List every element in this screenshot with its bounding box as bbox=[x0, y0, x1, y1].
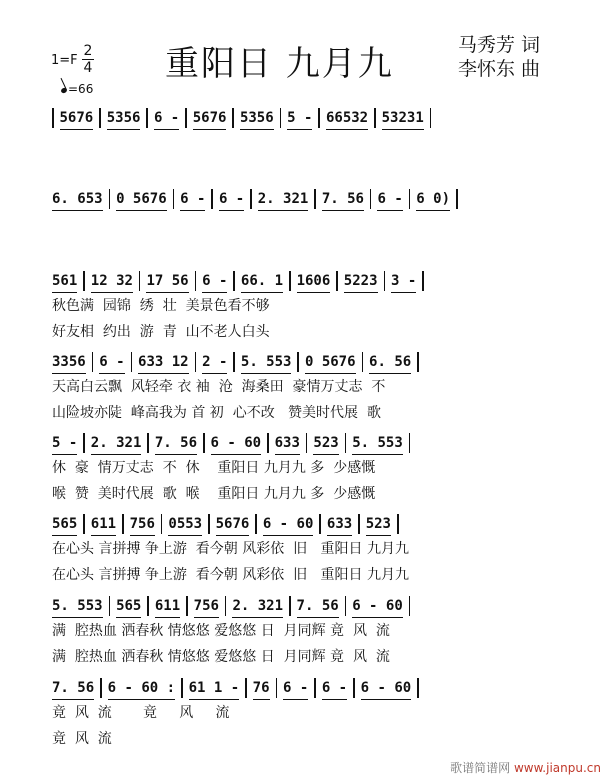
lyric-line: 秋色满 园锦 绣 壮 美景色看不够 bbox=[52, 298, 270, 314]
measure: 756 bbox=[194, 596, 219, 618]
measure: 17 56 bbox=[146, 271, 188, 293]
barline bbox=[83, 433, 85, 453]
barline bbox=[186, 596, 188, 616]
meter-bottom: 4 bbox=[83, 60, 93, 76]
barline bbox=[109, 189, 111, 209]
measure: 7. 56 bbox=[52, 678, 94, 700]
barline bbox=[362, 352, 364, 372]
barline bbox=[225, 596, 227, 616]
measure: 2. 321 bbox=[232, 596, 283, 618]
measure: 6 - bbox=[377, 189, 402, 211]
measure: 6 - bbox=[202, 271, 227, 293]
barline bbox=[99, 108, 101, 128]
barline bbox=[358, 514, 360, 534]
barline bbox=[131, 352, 133, 372]
lyric-line: 天高白云飘 风轻牵 衣 袖 沧 海桑田 豪情万丈志 不 bbox=[52, 379, 386, 395]
measure: 6 - bbox=[180, 189, 205, 211]
lyric-line: 满 腔热血 洒春秋 情悠悠 爱悠悠 日 月同辉 竟 风 流 bbox=[52, 623, 390, 639]
measure: 6 - 60 bbox=[211, 433, 262, 455]
measure: 2. 321 bbox=[91, 433, 142, 455]
tempo-marking bbox=[61, 82, 93, 96]
barline bbox=[203, 433, 205, 453]
barline bbox=[181, 678, 183, 698]
barline bbox=[100, 678, 102, 698]
barline bbox=[430, 108, 432, 128]
measure: 6. 653 bbox=[52, 189, 103, 211]
barline bbox=[409, 596, 411, 616]
lyric-line: 山险坡亦陡 峰高我为 首 初 心不改 赞美时代展 歌 bbox=[52, 405, 381, 421]
barline bbox=[289, 271, 291, 291]
measure: 0 5676 bbox=[116, 189, 167, 211]
barline bbox=[139, 271, 141, 291]
lyricist-credit: 马秀芳 词 bbox=[458, 34, 541, 56]
barline bbox=[208, 514, 210, 534]
barline bbox=[232, 108, 234, 128]
watermark bbox=[450, 759, 601, 776]
measure: 523 bbox=[313, 433, 338, 455]
measure: 523 bbox=[366, 514, 391, 536]
barline bbox=[306, 433, 308, 453]
barline bbox=[353, 678, 355, 698]
barline bbox=[336, 271, 338, 291]
measure: 5676 bbox=[216, 514, 250, 536]
measure: 6 - bbox=[322, 678, 347, 700]
barline bbox=[289, 596, 291, 616]
notation-line bbox=[52, 352, 425, 372]
barline bbox=[195, 352, 197, 372]
meter-top: 2 bbox=[83, 43, 93, 59]
barline bbox=[422, 271, 424, 291]
lyric-line: 在心头 言拼搏 争上游 看今朝 风彩依 旧 重阳日 九月九 bbox=[52, 567, 409, 583]
measure: 6 0) bbox=[416, 189, 450, 211]
barline bbox=[345, 596, 347, 616]
measure: 6 - bbox=[99, 352, 124, 374]
measure: 633 12 bbox=[138, 352, 189, 374]
measure: 6 - 60 bbox=[263, 514, 314, 536]
barline bbox=[92, 352, 94, 372]
barline bbox=[374, 108, 376, 128]
measure: 5356 bbox=[240, 108, 274, 130]
barline bbox=[417, 678, 419, 698]
barline bbox=[245, 678, 247, 698]
lyric-line: 满 腔热血 洒春秋 情悠悠 爱悠悠 日 月同辉 竟 风 流 bbox=[52, 649, 390, 665]
measure: 1606 bbox=[297, 271, 331, 293]
measure: 756 bbox=[130, 514, 155, 536]
measure: 6. 56 bbox=[369, 352, 411, 374]
watermark-url: www.jianpu.cn bbox=[513, 761, 601, 775]
barline bbox=[185, 108, 187, 128]
time-signature bbox=[82, 44, 94, 75]
barline bbox=[345, 433, 347, 453]
measure: 5 - bbox=[52, 433, 77, 455]
lyric-line: 好友相 约出 游 青 山不老人白头 bbox=[52, 324, 270, 340]
measure: 633 bbox=[327, 514, 352, 536]
lyric-line: 竟 风 流 bbox=[52, 731, 112, 747]
measure: 5. 553 bbox=[52, 596, 103, 618]
notation-line bbox=[52, 271, 430, 291]
barline bbox=[417, 352, 419, 372]
barline bbox=[122, 514, 124, 534]
measure: 0 5676 bbox=[305, 352, 356, 374]
barline bbox=[211, 189, 213, 209]
lyric-line: 在心头 言拼搏 争上游 看今朝 风彩依 旧 重阳日 九月九 bbox=[52, 541, 409, 557]
notation-line bbox=[52, 596, 416, 616]
measure: 5223 bbox=[344, 271, 378, 293]
barline bbox=[147, 596, 149, 616]
barline bbox=[280, 108, 282, 128]
barline bbox=[370, 189, 372, 209]
measure: 6 - bbox=[154, 108, 179, 130]
measure: 2 - bbox=[202, 352, 227, 374]
measure: 61 1 - bbox=[189, 678, 240, 700]
barline bbox=[319, 514, 321, 534]
barline bbox=[233, 352, 235, 372]
measure: 565 bbox=[52, 514, 77, 536]
notation-line bbox=[52, 514, 405, 534]
barline bbox=[297, 352, 299, 372]
barline bbox=[146, 108, 148, 128]
barline bbox=[147, 433, 149, 453]
measure: 76 bbox=[253, 678, 270, 700]
barline bbox=[314, 189, 316, 209]
measure: 6 - bbox=[219, 189, 244, 211]
measure: 5. 553 bbox=[241, 352, 292, 374]
barline bbox=[409, 189, 411, 209]
lyric-line: 喉 赞 美时代展 歌 喉 重阳日 九月九 多 少感慨 bbox=[52, 486, 376, 502]
measure: 633 bbox=[275, 433, 300, 455]
measure: 7. 56 bbox=[297, 596, 339, 618]
measure: 53231 bbox=[382, 108, 424, 130]
barline bbox=[109, 596, 111, 616]
barline bbox=[233, 271, 235, 291]
barline bbox=[255, 514, 257, 534]
notation-line bbox=[52, 678, 425, 698]
measure: 561 bbox=[52, 271, 77, 293]
barline bbox=[456, 189, 458, 209]
measure: 3 - bbox=[391, 271, 416, 293]
measure: 611 bbox=[91, 514, 116, 536]
barline bbox=[314, 678, 316, 698]
barline bbox=[409, 433, 411, 453]
notation-line bbox=[52, 108, 437, 128]
barline bbox=[52, 108, 54, 128]
measure: 12 32 bbox=[91, 271, 133, 293]
barline bbox=[83, 271, 85, 291]
measure: 7. 56 bbox=[322, 189, 364, 211]
barline bbox=[173, 189, 175, 209]
measure: 5676 bbox=[60, 108, 94, 130]
composer-credit: 李怀东 曲 bbox=[458, 58, 541, 80]
key-signature: 1=F bbox=[51, 53, 78, 68]
measure: 2. 321 bbox=[258, 189, 309, 211]
lyric-line: 休 豪 情万丈志 不 休 重阳日 九月九 多 少感慨 bbox=[52, 460, 376, 476]
barline bbox=[384, 271, 386, 291]
measure: 7. 56 bbox=[155, 433, 197, 455]
measure: 3356 bbox=[52, 352, 86, 374]
lyric-line: 竟 风 流 竟 风 流 bbox=[52, 705, 230, 721]
measure: 0553 bbox=[168, 514, 202, 536]
measure: 6 - 60 bbox=[352, 596, 403, 618]
barline bbox=[276, 678, 278, 698]
watermark-text: 歌谱简谱网 bbox=[450, 761, 511, 775]
barline bbox=[161, 514, 163, 534]
measure: 6 - 60 : bbox=[108, 678, 175, 700]
measure: 66. 1 bbox=[241, 271, 283, 293]
barline bbox=[318, 108, 320, 128]
measure: 565 bbox=[116, 596, 141, 618]
barline bbox=[250, 189, 252, 209]
measure: 5356 bbox=[107, 108, 141, 130]
measure: 6 - 60 bbox=[361, 678, 412, 700]
measure: 611 bbox=[155, 596, 180, 618]
measure: 5676 bbox=[193, 108, 227, 130]
notation-line bbox=[52, 433, 416, 453]
barline bbox=[195, 271, 197, 291]
measure: 66532 bbox=[326, 108, 368, 130]
barline bbox=[267, 433, 269, 453]
notation-line bbox=[52, 189, 464, 209]
tempo-value: =66 bbox=[68, 82, 94, 96]
measure: 5 - bbox=[287, 108, 312, 130]
measure: 6 - bbox=[283, 678, 308, 700]
song-title: 重阳日 九月九 bbox=[165, 44, 394, 84]
barline bbox=[397, 514, 399, 534]
quarter-note-icon bbox=[60, 87, 68, 94]
measure: 5. 553 bbox=[352, 433, 403, 455]
barline bbox=[83, 514, 85, 534]
